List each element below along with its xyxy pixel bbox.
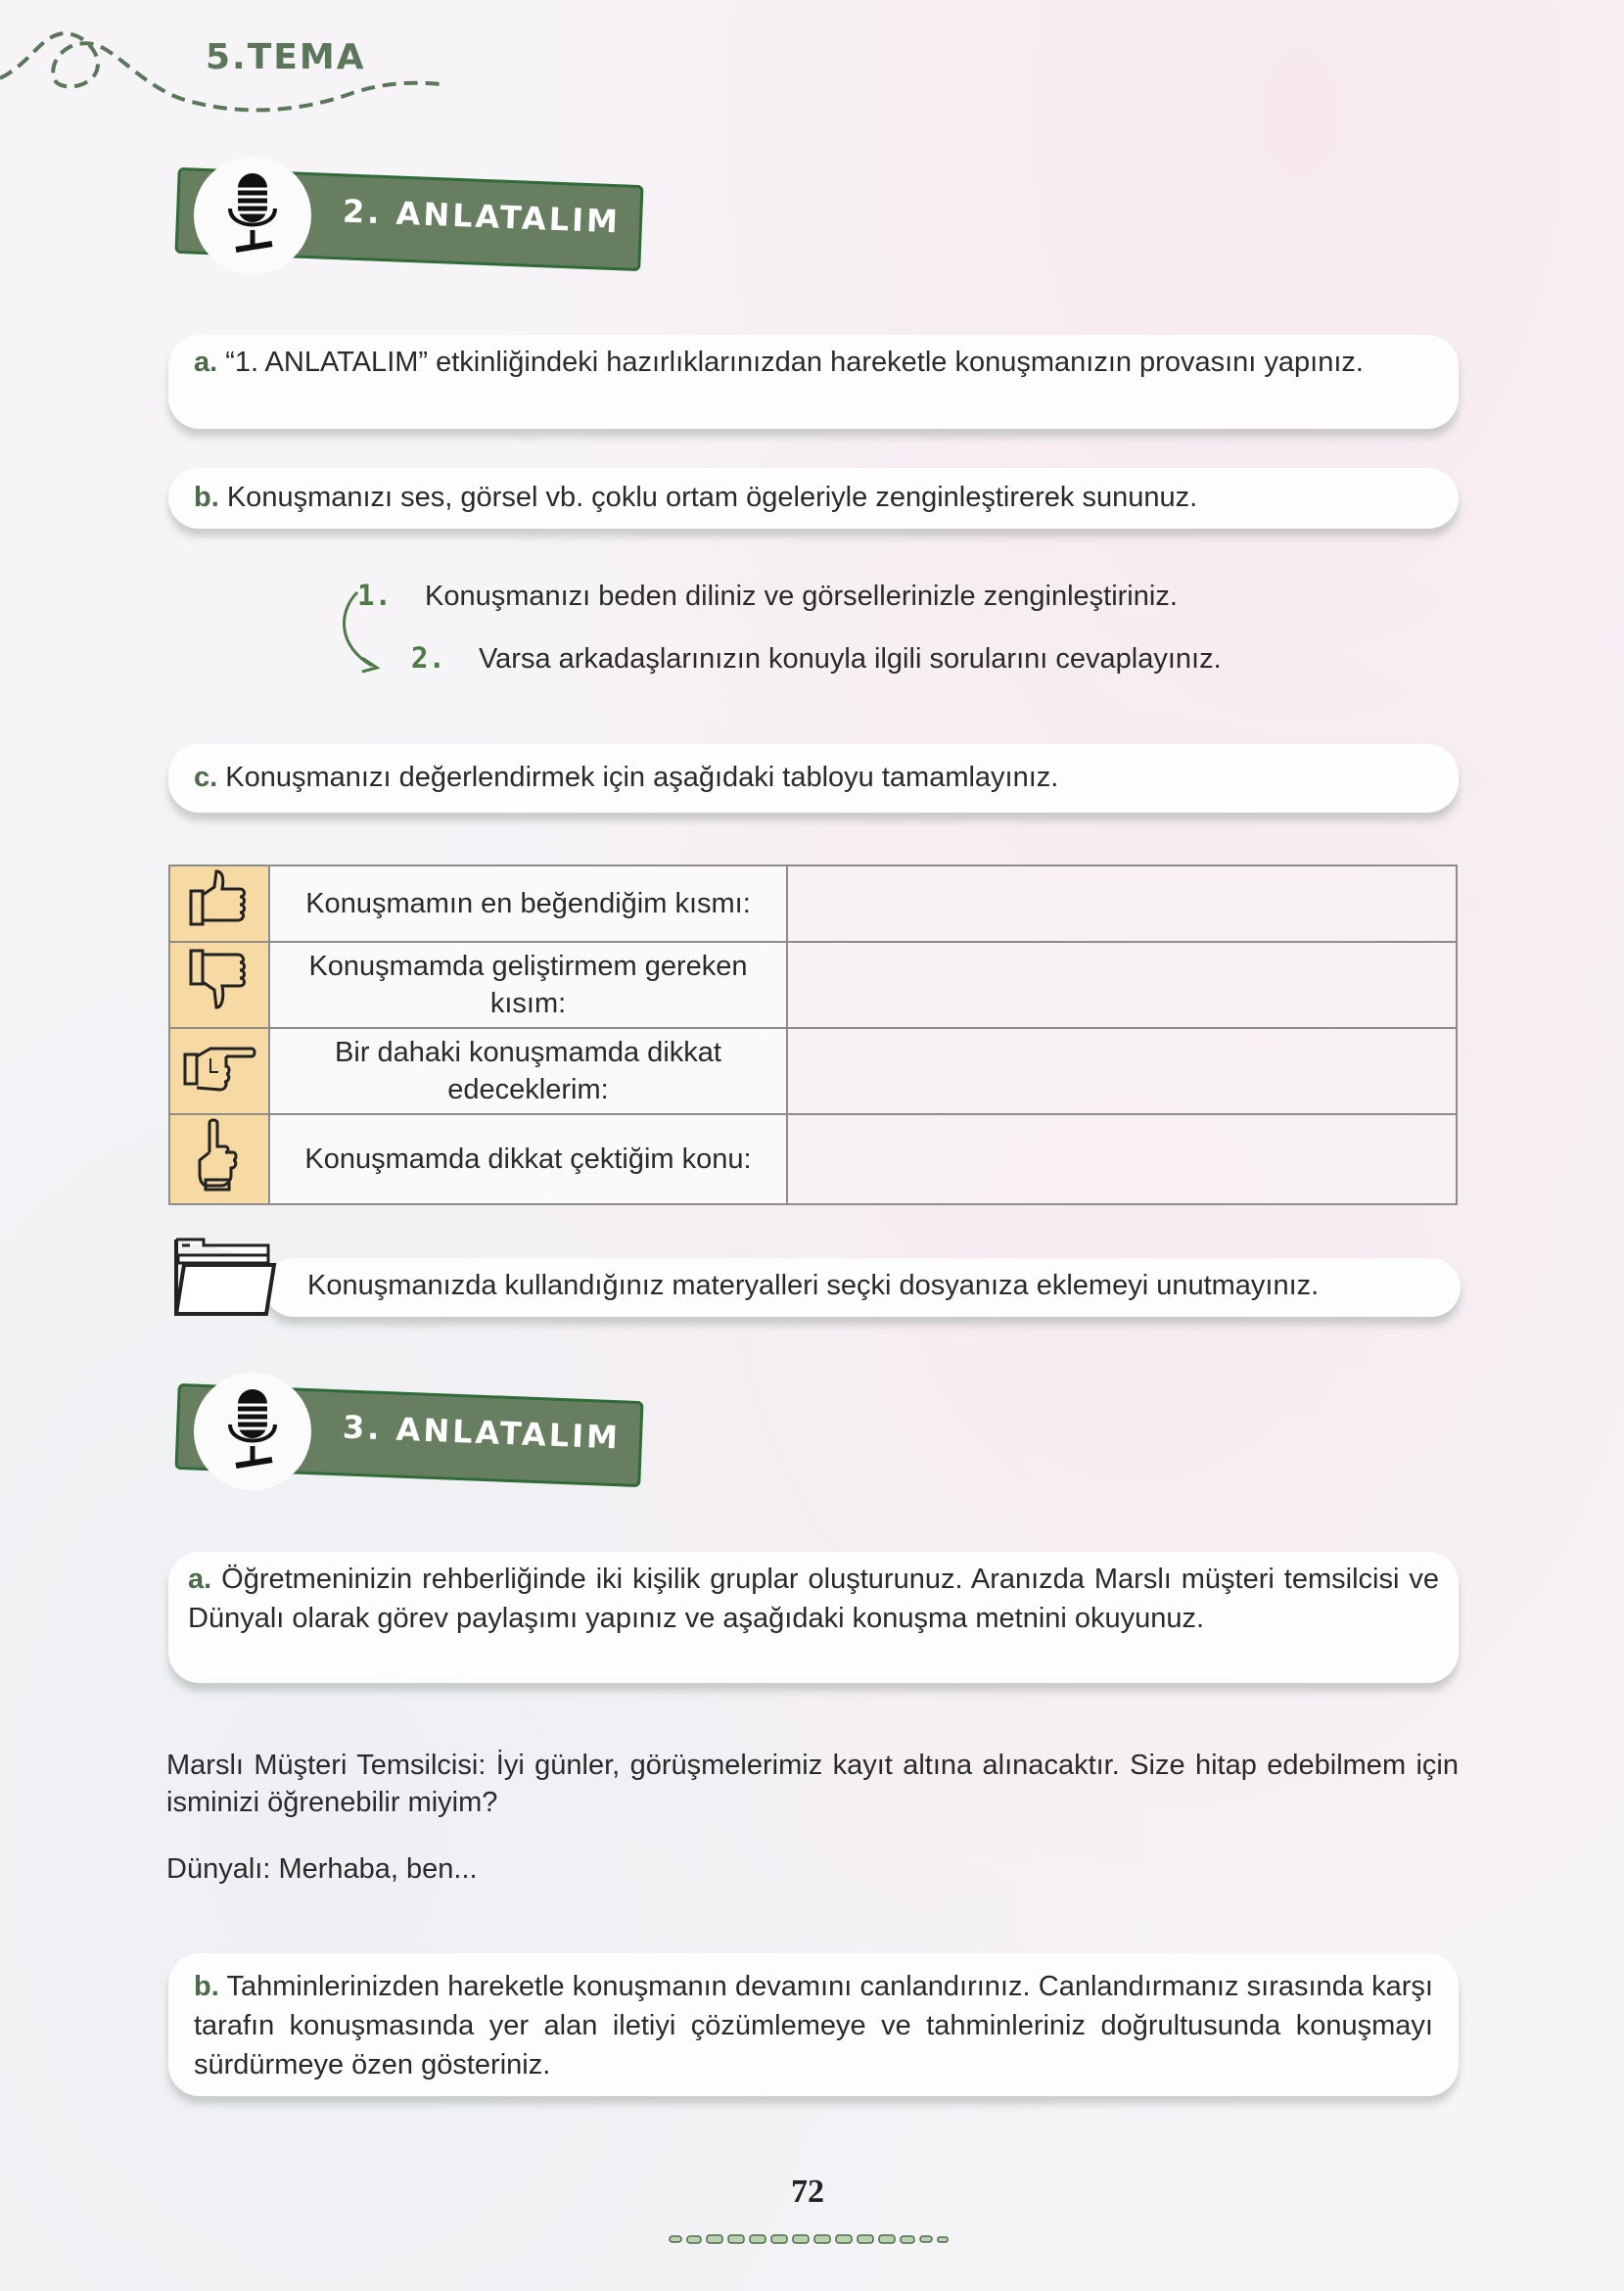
item-letter: c. xyxy=(194,762,218,793)
instruction-b xyxy=(168,468,1459,529)
answer-cell[interactable] xyxy=(787,1114,1457,1204)
table-label: Konuşmamda dikkat çektiğim konu: xyxy=(269,1114,787,1204)
section-banner-2 xyxy=(166,166,646,264)
folder-icon xyxy=(170,1236,278,1316)
item-letter: b. xyxy=(194,1971,219,2002)
step-text: Konuşmanızı beden diliniz ve görsellerinizle zenginleştiriniz. xyxy=(424,581,1178,612)
dashed-footer-decoration xyxy=(656,2232,969,2246)
thumbs-down-icon xyxy=(169,942,269,1028)
instruction-c xyxy=(168,744,1459,813)
step-1 xyxy=(357,576,1178,616)
reminder-text: Konuşmanızda kullandığınız materyalleri seçki dosyanıza eklemeyi unutmayınız. xyxy=(307,1270,1320,1301)
answer-cell[interactable] xyxy=(787,865,1457,942)
step-2 xyxy=(411,638,1222,678)
table-row xyxy=(169,942,1457,1028)
table-label: Konuşmamın en beğendiğim kısmı: xyxy=(269,865,787,942)
pointing-right-icon xyxy=(169,1028,269,1114)
answer-cell[interactable] xyxy=(787,1028,1457,1114)
theme-title: 5.TEMA xyxy=(206,37,366,77)
dialog-line-1: Marslı Müşteri Temsilcisi: İyi günler, görüşmelerimiz kayıt altına alınacaktır. Size hitap edebilmem için isminizi öğrenebilir miyim? xyxy=(166,1750,1459,1818)
instruction-text: Öğretmeninizin rehberliğinde iki kişilik gruplar oluşturunuz. Aranızda Marslı müşteri temsilcisi ve Dünyalı olarak görev paylaşımı yapınız ve aşağıdaki konuşma metnini okuyunuz. xyxy=(188,1564,1439,1634)
pointing-up-icon xyxy=(169,1114,269,1204)
item-letter: b. xyxy=(194,482,219,513)
table-row xyxy=(169,865,1457,942)
answer-cell[interactable] xyxy=(787,942,1457,1028)
table-row xyxy=(169,1114,1457,1204)
microphone-icon xyxy=(194,157,311,274)
table-row xyxy=(169,1028,1457,1114)
item-letter: a. xyxy=(188,1564,212,1595)
section-banner-3 xyxy=(166,1382,646,1480)
instruction-b xyxy=(168,1953,1459,2096)
section-banner-title: 2. ANLATALIM xyxy=(342,192,622,241)
dialog-line-2: Dünyalı: Merhaba, ben... xyxy=(166,1853,478,1885)
table-label: Bir dahaki konuşmamda dikkat edeceklerim: xyxy=(269,1028,787,1114)
instruction-a xyxy=(168,1552,1459,1683)
instruction-a xyxy=(168,335,1459,429)
microphone-icon xyxy=(194,1373,311,1490)
instruction-text: Konuşmanızı ses, görsel vb. çoklu ortam ögeleriyle zenginleştirerek sununuz. xyxy=(226,482,1198,513)
instruction-text: “1. ANLATALIM” etkinliğindeki hazırlıklarınızdan hareketle konuşmanızın provasını yapınız. xyxy=(225,347,1364,378)
instruction-text: Tahminlerinizden hareketle konuşmanın devamını canlandırınız. Canlandırmanız sırasında karşı tarafın konuşmasında yer alan iletiyi çözümlemeye ve tahminleriniz doğrultusunda konuşmayı sürdürmeye özen gösteriniz. xyxy=(194,1971,1433,2081)
step-number: 1. xyxy=(357,579,392,612)
page-number: 72 xyxy=(791,2174,824,2210)
thumbs-up-icon xyxy=(169,865,269,942)
step-number: 2. xyxy=(411,641,445,675)
table-label: Konuşmamda geliştirmem gereken kısım: xyxy=(269,942,787,1028)
item-letter: a. xyxy=(194,347,218,378)
evaluation-table xyxy=(168,865,1458,1205)
step-text: Varsa arkadaşlarınızın konuyla ilgili sorularını cevaplayınız. xyxy=(478,643,1222,675)
instruction-text: Konuşmanızı değerlendirmek için aşağıdaki tabloyu tamamlayınız. xyxy=(225,762,1059,793)
reminder-note xyxy=(264,1258,1461,1317)
section-banner-title: 3. ANLATALIM xyxy=(342,1408,622,1457)
